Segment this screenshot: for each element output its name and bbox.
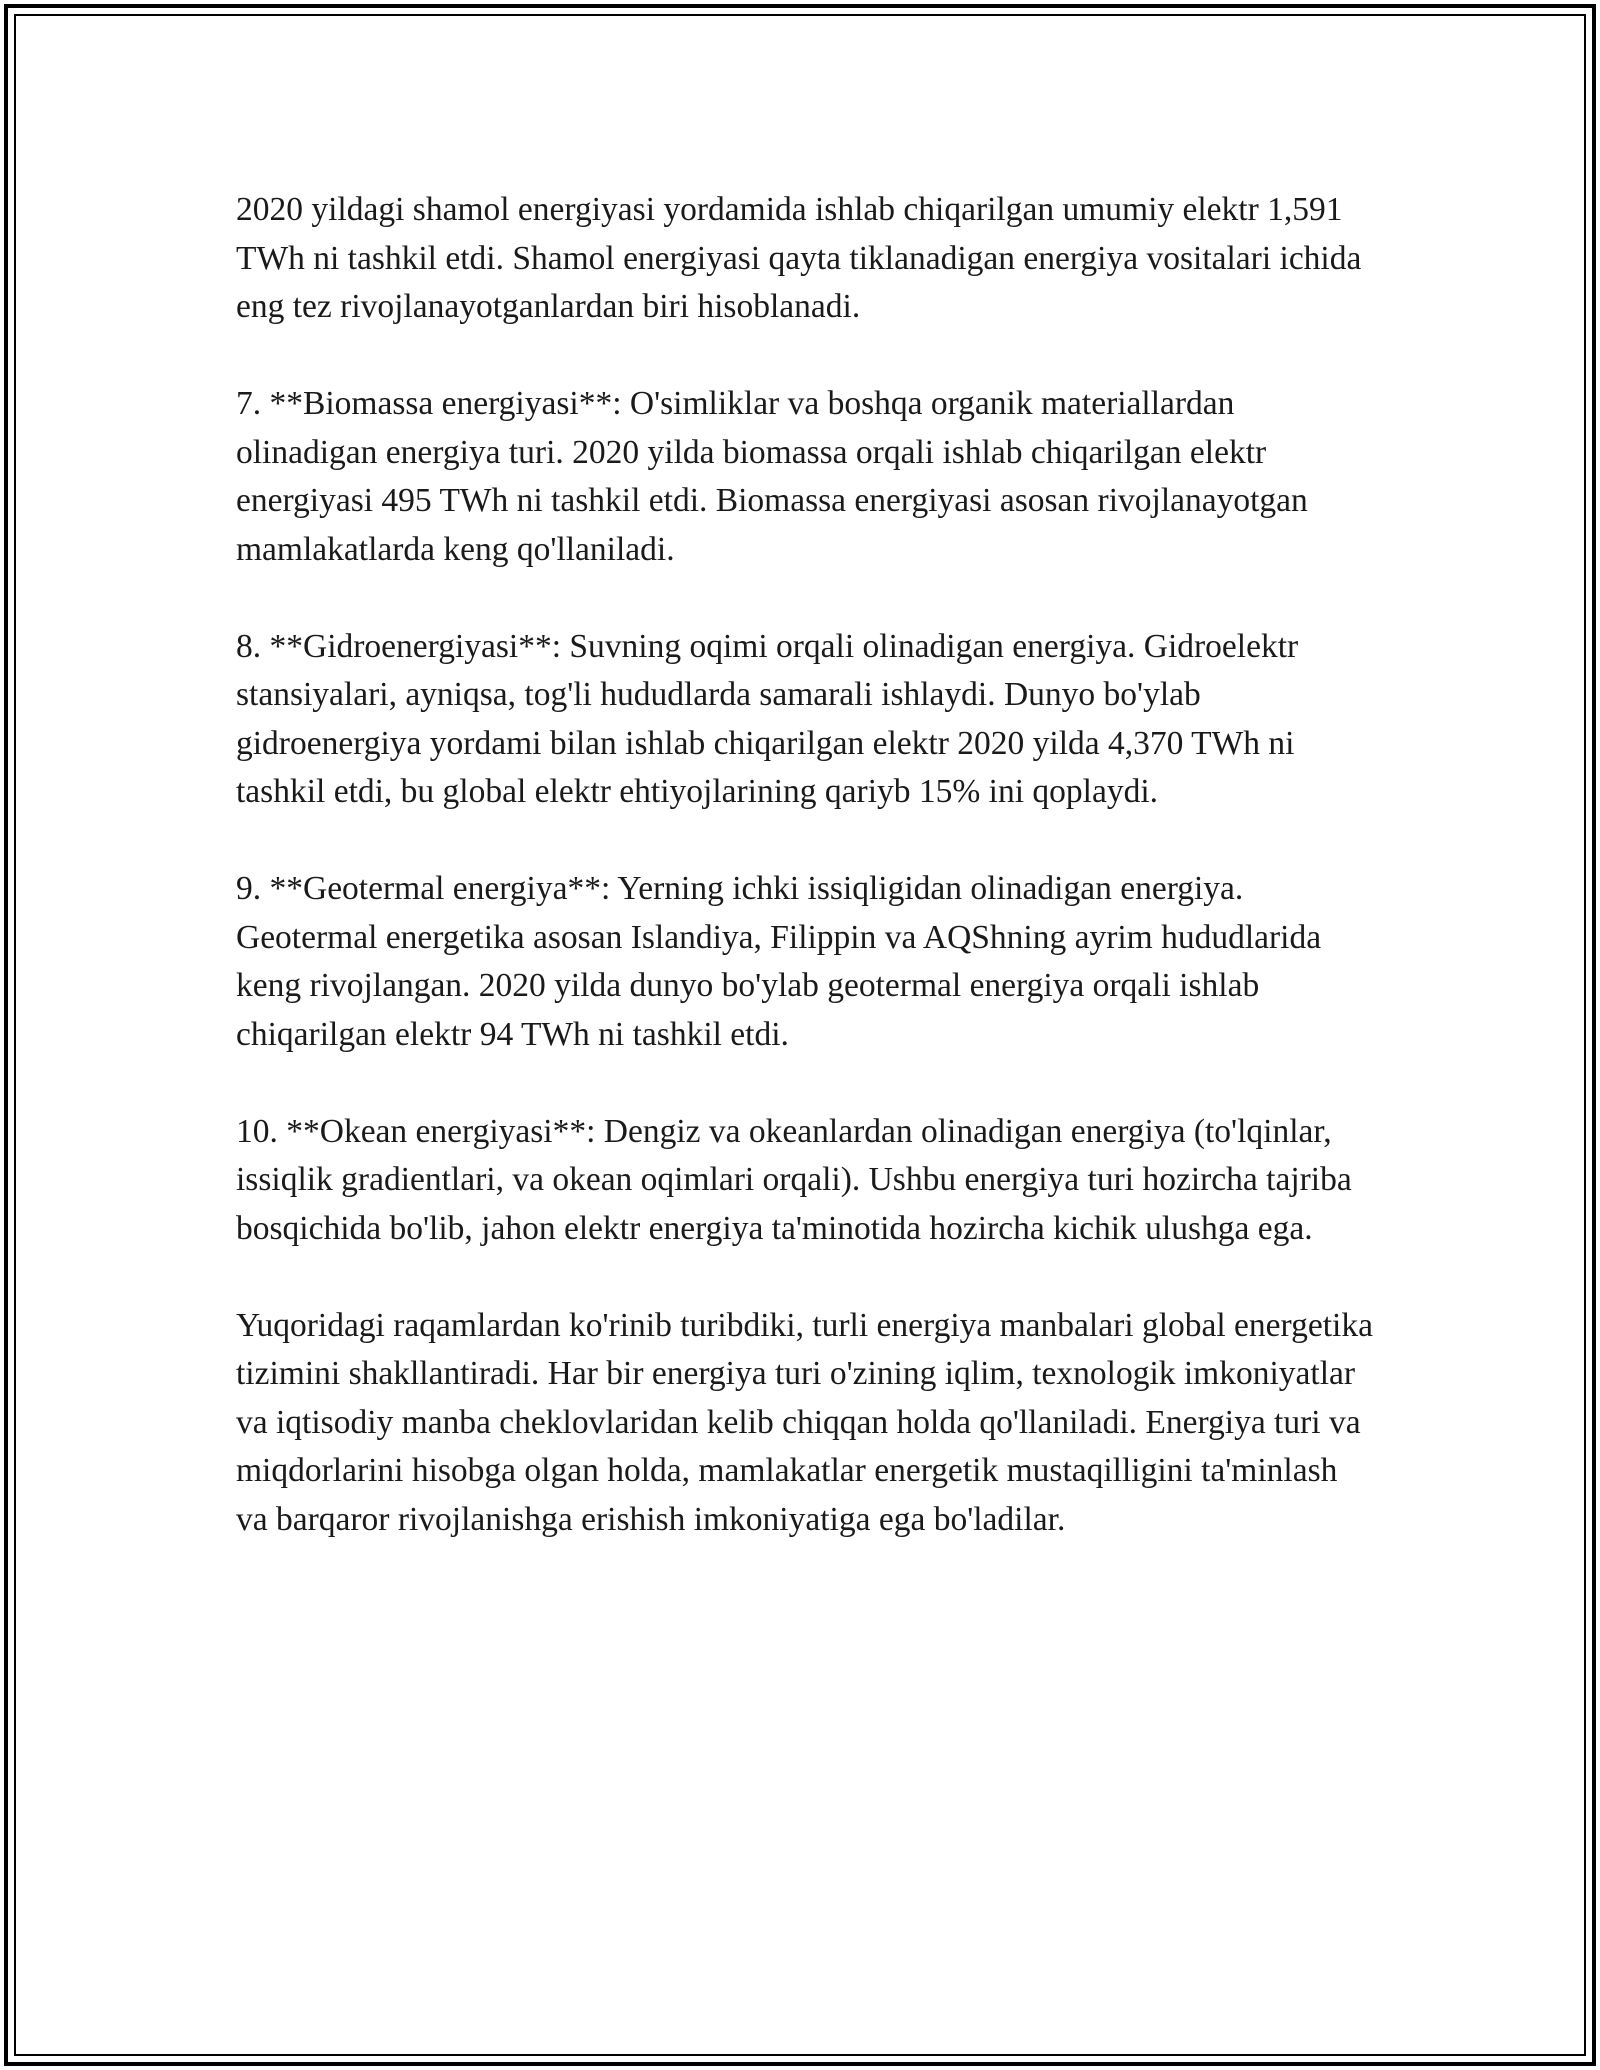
- paragraph-ocean-energy: 10. **Okean energiyasi**: Dengiz va okeanlardan olinadigan energiya (to'lqinlar, issiqlik gradientlari, va okean oqimlari orqali). Ushbu energiya turi hozircha tajriba bosqichida bo'lib, jahon elektr energiya ta'minotida hozircha kichik ulushga ega.: [236, 1112, 1352, 1247]
- paragraph-geothermal-energy: 9. **Geotermal energiya**: Yerning ichki issiqligidan olinadigan energiya. Geotermal energetika asosan Islandiya, Filippin va AQShning ayrim hududlarida keng rivojlangan. 2020 yilda dunyo bo'ylab geotermal energiya orqali ishlab chiqarilgan elektr 94 TWh ni tashkil etdi.: [236, 870, 1322, 1053]
- paragraph-biomass-energy: 7. **Biomassa energiyasi**: O'simliklar va boshqa organik materiallardan olinadigan energiya turi. 2020 yilda biomassa orqali ishlab chiqarilgan elektr energiyasi 495 TWh ni tashkil etdi. Biomassa energiyasi asosan rivojlanayotgan mamlakatlarda keng qo'llaniladi.: [236, 385, 1308, 568]
- paragraph-conclusion: Yuqoridagi raqamlardan ko'rinib turibdiki, turli energiya manbalari global energetika tizimini shakllantiradi. Har bir energiya turi o'zining iqlim, texnologik imkoniyatlar va iqtisodiy manba cheklovlaridan kelib chiqqan holda qo'llaniladi. Energiya turi va miqdorlarini hisobga olgan holda, mamlakatlar energetik mustaqilligini ta'minlash va barqaror rivojlanishga erishish imkoniyatiga ega bo'ladilar.: [236, 1306, 1373, 1538]
- paragraph-wind-energy: 2020 yildagi shamol energiyasi yordamida ishlab chiqarilgan umumiy elektr 1,591 TWh ni tashkil etdi. Shamol energiyasi qayta tiklanadigan energiya vositalari ichida eng tez rivojlanayotganlardan biri hisoblanadi.: [236, 191, 1362, 325]
- paragraph-hydro-energy: 8. **Gidroenergiyasi**: Suvning oqimi orqali olinadigan energiya. Gidroelektr stansiyalari, ayniqsa, tog'li hududlarda samarali ishlaydi. Dunyo bo'ylab gidroenergiya yordami bilan ishlab chiqarilgan elektr 2020 yilda 4,370 TWh ni tashkil etdi, bu global elektr ehtiyojlarining qariyb 15% ini qoplaydi.: [236, 627, 1299, 810]
- document-body: [236, 186, 1376, 1593]
